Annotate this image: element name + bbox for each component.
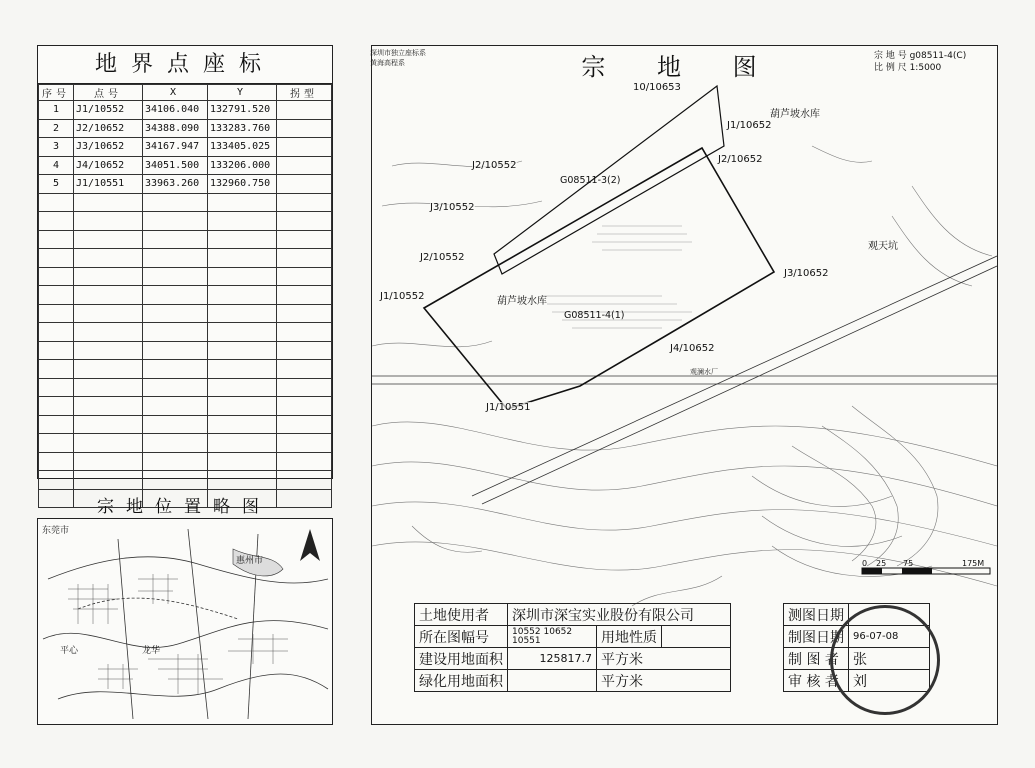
table-cell	[74, 230, 143, 249]
land-info-table	[414, 603, 731, 692]
empty-table-row	[39, 193, 332, 212]
build-area-label: 建设用地面积	[415, 648, 508, 670]
scale-bar	[862, 568, 990, 574]
location-sketch-map	[37, 518, 333, 725]
empty-table-row	[39, 212, 332, 231]
reviewer-label: 审 核 者	[784, 670, 849, 692]
table-cell	[208, 415, 277, 434]
table-cell	[143, 341, 208, 360]
table-cell	[208, 397, 277, 416]
location-label: 龙华	[142, 646, 161, 656]
table-cell	[277, 101, 332, 120]
table-row	[39, 156, 332, 175]
table-cell	[143, 249, 208, 268]
table-cell	[277, 360, 332, 379]
coordinate-system-note: 深圳市独立座标系	[370, 49, 426, 57]
table-cell	[74, 434, 143, 453]
parcel-number: 宗 地 号 g08511-4(C)	[874, 51, 967, 61]
north-arrow-icon	[300, 529, 320, 561]
table-cell	[39, 452, 74, 471]
table-cell	[143, 323, 208, 342]
build-area-value: 125817.7	[508, 648, 597, 670]
place-label: 葫芦坡水库	[770, 109, 820, 120]
table-cell	[39, 286, 74, 305]
table-row	[39, 175, 332, 194]
table-cell	[208, 323, 277, 342]
table-row	[39, 138, 332, 157]
table-cell	[39, 230, 74, 249]
land-user-label: 土地使用者	[415, 604, 508, 626]
green-area-value	[508, 670, 597, 692]
table-cell: 34167.947	[143, 138, 208, 157]
table-cell: J1/10551	[74, 175, 143, 194]
table-cell: 132960.750	[208, 175, 277, 194]
empty-table-row	[39, 360, 332, 379]
sheet-number-value: 10552 10652 10551	[508, 626, 597, 648]
table-cell: 34106.040	[143, 101, 208, 120]
table-cell	[39, 434, 74, 453]
table-cell	[39, 267, 74, 286]
table-cell	[39, 378, 74, 397]
table-cell	[208, 193, 277, 212]
table-cell: 132791.520	[208, 101, 277, 120]
header-y: Y	[208, 85, 277, 101]
survey-date-label: 测图日期	[784, 604, 849, 626]
empty-table-row	[39, 341, 332, 360]
scale-tick: 75	[903, 559, 914, 568]
table-cell	[143, 452, 208, 471]
table-cell	[277, 434, 332, 453]
table-cell	[277, 304, 332, 323]
table-cell	[143, 434, 208, 453]
table-cell	[74, 323, 143, 342]
table-cell	[277, 138, 332, 157]
point-label: J3/10652	[784, 268, 829, 279]
point-label: J2/10552	[420, 252, 465, 263]
table-cell	[143, 378, 208, 397]
table-cell: 4	[39, 156, 74, 175]
build-area-unit: 平方米	[597, 648, 731, 670]
parcel-label: G08511-3(2)	[560, 175, 621, 186]
place-label: 观澜水厂	[690, 368, 718, 376]
table-cell: 34051.500	[143, 156, 208, 175]
table-cell: J2/10652	[74, 119, 143, 138]
table-cell	[39, 323, 74, 342]
table-cell: J4/10652	[74, 156, 143, 175]
table-cell	[208, 249, 277, 268]
point-label: J4/10652	[670, 343, 715, 354]
elevation-system-note: 黄海高程系	[370, 59, 405, 67]
table-cell	[74, 378, 143, 397]
table-cell	[208, 230, 277, 249]
location-label: 东莞市	[42, 526, 70, 536]
table-cell	[208, 286, 277, 305]
table-cell	[39, 360, 74, 379]
table-cell	[277, 230, 332, 249]
point-label: J1/10551	[486, 402, 531, 413]
location-label: 惠州市	[236, 556, 264, 566]
drafter-value: 张	[849, 648, 930, 670]
empty-table-row	[39, 415, 332, 434]
table-cell	[277, 452, 332, 471]
table-cell	[143, 193, 208, 212]
table-cell: J1/10552	[74, 101, 143, 120]
table-cell	[143, 471, 208, 490]
table-cell	[277, 193, 332, 212]
table-cell	[143, 397, 208, 416]
green-area-unit: 平方米	[597, 670, 731, 692]
table-row	[39, 101, 332, 120]
table-cell	[143, 212, 208, 231]
table-row	[39, 119, 332, 138]
empty-table-row	[39, 452, 332, 471]
table-cell	[74, 452, 143, 471]
table-cell: 34388.090	[143, 119, 208, 138]
table-cell	[143, 286, 208, 305]
table-cell	[74, 471, 143, 490]
table-cell	[277, 341, 332, 360]
table-cell	[74, 415, 143, 434]
map-title: 宗 地 图	[581, 53, 779, 81]
empty-table-row	[39, 397, 332, 416]
table-cell	[74, 341, 143, 360]
table-cell	[208, 304, 277, 323]
place-label: 观天坑	[868, 241, 898, 252]
table-cell	[143, 304, 208, 323]
official-seal-icon	[830, 605, 940, 715]
empty-table-row	[39, 323, 332, 342]
empty-table-row	[39, 249, 332, 268]
drafter-label: 制 图 者	[784, 648, 849, 670]
table-cell: 133283.760	[208, 119, 277, 138]
point-label: J2/10552	[472, 160, 517, 171]
location-sketch-svg	[38, 519, 332, 724]
table-cell	[74, 304, 143, 323]
table-cell: 1	[39, 101, 74, 120]
point-label: J3/10552	[430, 202, 475, 213]
sheet-label: 10/10653	[633, 82, 681, 93]
location-sketch-title: 宗地位置略图	[97, 497, 271, 517]
table-cell: J3/10652	[74, 138, 143, 157]
table-cell	[277, 156, 332, 175]
coordinate-table-header	[39, 85, 332, 101]
scale-tick: 175M	[962, 559, 985, 568]
table-cell	[208, 267, 277, 286]
table-cell	[39, 415, 74, 434]
table-cell	[208, 212, 277, 231]
table-cell	[277, 397, 332, 416]
coordinate-table-panel	[37, 45, 333, 479]
table-cell	[74, 267, 143, 286]
scale-tick: 0	[862, 559, 868, 568]
table-cell	[74, 360, 143, 379]
table-cell	[39, 193, 74, 212]
point-label: J1/10552	[380, 291, 425, 302]
table-cell: 3	[39, 138, 74, 157]
table-cell	[39, 471, 74, 490]
point-label: J2/10652	[718, 154, 763, 165]
point-label: J1/10652	[727, 120, 772, 131]
empty-table-row	[39, 286, 332, 305]
table-cell	[277, 175, 332, 194]
table-cell: 2	[39, 119, 74, 138]
header-index: 序号	[39, 85, 74, 101]
green-area-label: 绿化用地面积	[415, 670, 508, 692]
empty-table-row	[39, 434, 332, 453]
table-cell	[74, 212, 143, 231]
table-cell	[277, 267, 332, 286]
table-cell: 133405.025	[208, 138, 277, 157]
header-point: 点号	[74, 85, 143, 101]
empty-table-row	[39, 378, 332, 397]
empty-table-row	[39, 304, 332, 323]
table-cell	[277, 471, 332, 490]
table-cell	[277, 323, 332, 342]
table-cell	[208, 434, 277, 453]
table-cell	[143, 267, 208, 286]
draw-date-label: 制图日期	[784, 626, 849, 648]
header-type: 拐型	[277, 85, 332, 101]
empty-table-row	[39, 471, 332, 490]
table-cell	[277, 415, 332, 434]
land-user-value: 深圳市深宝实业股份有限公司	[508, 604, 731, 626]
reviewer-value: 刘	[849, 670, 930, 692]
table-cell	[277, 119, 332, 138]
location-label: 平心	[60, 646, 79, 656]
table-cell	[277, 249, 332, 268]
table-cell: 133206.000	[208, 156, 277, 175]
table-cell	[143, 415, 208, 434]
coordinate-table-title: 地界点座标	[38, 46, 332, 84]
draw-date-value: 96-07-08	[849, 626, 930, 648]
table-cell	[208, 360, 277, 379]
table-cell	[74, 286, 143, 305]
table-cell	[208, 471, 277, 490]
table-cell: 33963.260	[143, 175, 208, 194]
parcel-label: G08511-4(1)	[564, 310, 625, 321]
table-cell	[74, 397, 143, 416]
land-use-label: 用地性质	[597, 626, 662, 648]
table-cell	[277, 378, 332, 397]
table-cell	[39, 249, 74, 268]
table-cell	[39, 341, 74, 360]
table-cell	[74, 193, 143, 212]
header-x: X	[143, 85, 208, 101]
empty-table-row	[39, 267, 332, 286]
parcel-boundary-main	[424, 148, 774, 409]
table-cell	[74, 249, 143, 268]
table-cell	[39, 397, 74, 416]
table-cell	[277, 286, 332, 305]
coordinate-table	[38, 84, 332, 508]
scale-tick: 25	[876, 559, 887, 568]
sheet-number-label: 所在图幅号	[415, 626, 508, 648]
place-label: 葫芦坡水库	[497, 296, 547, 307]
table-cell	[208, 452, 277, 471]
table-cell: 5	[39, 175, 74, 194]
table-cell	[208, 341, 277, 360]
table-cell	[39, 304, 74, 323]
table-cell	[143, 360, 208, 379]
table-cell	[277, 212, 332, 231]
land-use-value	[662, 626, 731, 648]
table-cell	[143, 230, 208, 249]
table-cell	[208, 378, 277, 397]
empty-table-row	[39, 230, 332, 249]
table-cell	[39, 212, 74, 231]
map-scale: 比 例 尺 1:5000	[874, 63, 942, 73]
